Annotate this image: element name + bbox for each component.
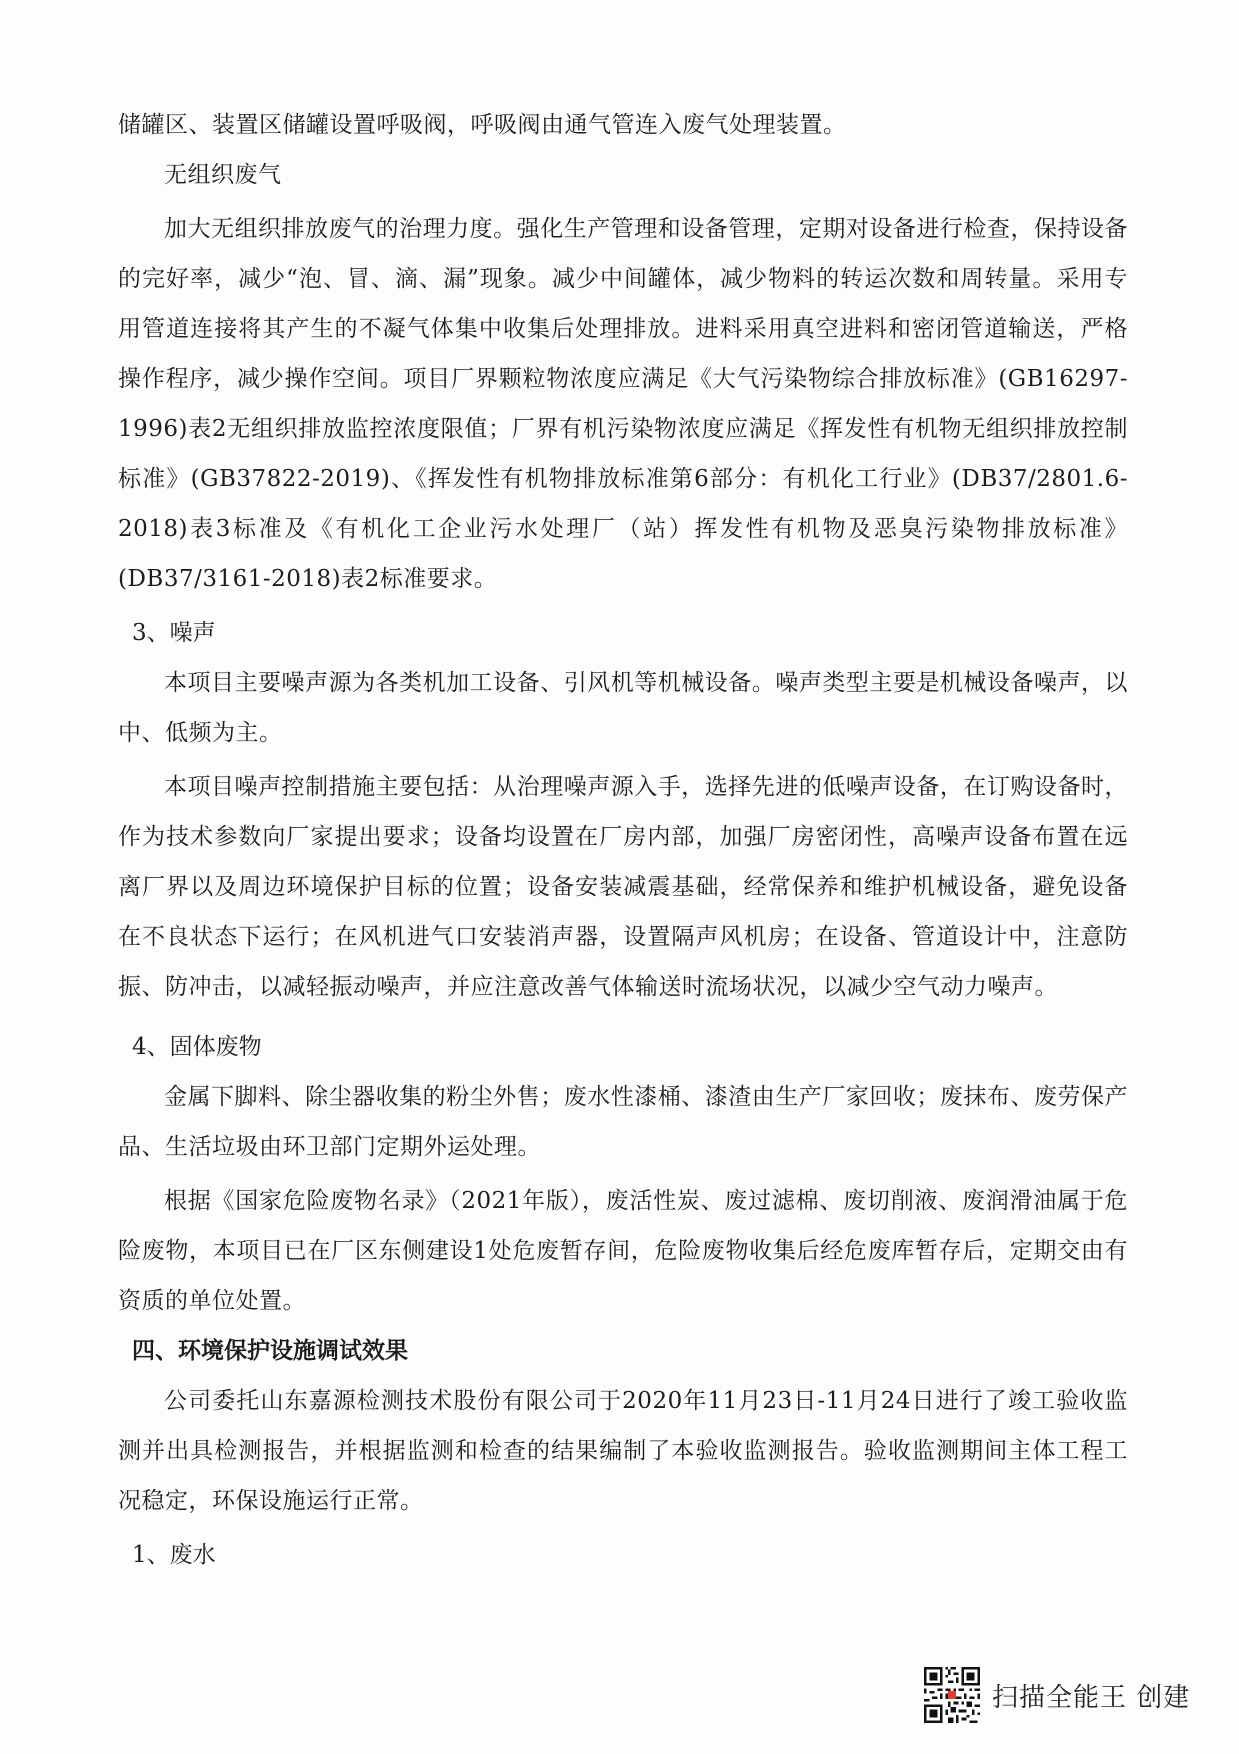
paragraph-solid-waste-general: 金属下脚料、除尘器收集的粉尘外售；废水性漆桶、漆渣由生产厂家回收；废抹布、废劳保产品、生活垃圾由环卫部门定期外运处理。 <box>118 1084 1128 1160</box>
paragraph-noise-sources: 本项目主要噪声源为各类机加工设备、引风机等机械设备。噪声类型主要是机械设备噪声，以中、低频为主。 <box>118 670 1128 746</box>
watermark-text: 扫描全能王 创建 <box>992 1682 1191 1713</box>
paragraph-noise-controls: 本项目噪声控制措施主要包括：从治理噪声源入手，选择先进的低噪声设备，在订购设备时，作为技术参数向厂家提出要求；设备均设置在厂房内部，加强厂房密闭性，高噪声设备布置在远离厂界以及周边环境保护目标的位置；设备安装减震基础，经常保养和维护机械设备，避免设备在不良状态下运行；在风机进气口安装消声器，设置隔声风机房；在设备、管道设计中，注意防振、防冲击，以减轻振动噪声，并应注意改善气体输送时流场状况，以减少空气动力噪声。 <box>118 774 1128 1000</box>
document-body <box>118 100 1128 1580</box>
paragraph-hazardous-waste: 根据《国家危险废物名录》（2021年版），废活性炭、废过滤棉、废切削液、废润滑油属于危险废物，本项目已在厂区东侧建设1处危废暂存间，危险废物收集后经危废库暂存后，定期交由有资质的单位处置。 <box>118 1188 1128 1314</box>
paragraph-fugitive-gas: 加大无组织排放废气的治理力度。强化生产管理和设备管理，定期对设备进行检查，保持设备的完好率，减少“泡、冒、滴、漏”现象。减少中间罐体，减少物料的转运次数和周转量。采用专用管道连接将其产生的不凝气体集中收集后处理排放。进料采用真空进料和密闭管道输送，严格操作程序，减少操作空间。项目厂界颗粒物浓度应满足《大气污染物综合排放标准》(GB16297-1996)表2无组织排放监控浓度限值；厂界有机污染物浓度应满足《挥发性有机物无组织排放控制标准》(GB37822-2019)、《挥发性有机物排放标准第6部分：有机化工行业》(DB37/2801.6-2018)表3标准及《有机化工企业污水处理厂（站）挥发性有机物及恶臭污染物排放标准》(DB37/3161-2018)表2标准要求。 <box>118 216 1128 592</box>
paragraph-continuation: 储罐区、装置区储罐设置呼吸阀，呼吸阀由通气管连入废气处理装置。 <box>118 112 847 138</box>
heading-section-4: 四、环境保护设施调试效果 <box>132 1337 408 1364</box>
heading-wastewater: 1、废水 <box>132 1542 216 1568</box>
scanner-watermark <box>924 1665 1190 1725</box>
qr-code-icon <box>924 1667 980 1723</box>
subheading-fugitive-gas: 无组织废气 <box>164 162 282 188</box>
heading-noise: 3、噪声 <box>132 620 216 646</box>
paragraph-commissioning-results: 公司委托山东嘉源检测技术股份有限公司于2020年11月23日-11月24日进行了竣工验收监测并出具检测报告，并根据监测和检查的结果编制了本验收监测报告。验收监测期间主体工程工况稳定，环保设施运行正常。 <box>118 1388 1128 1514</box>
heading-solid-waste: 4、固体废物 <box>132 1034 262 1060</box>
